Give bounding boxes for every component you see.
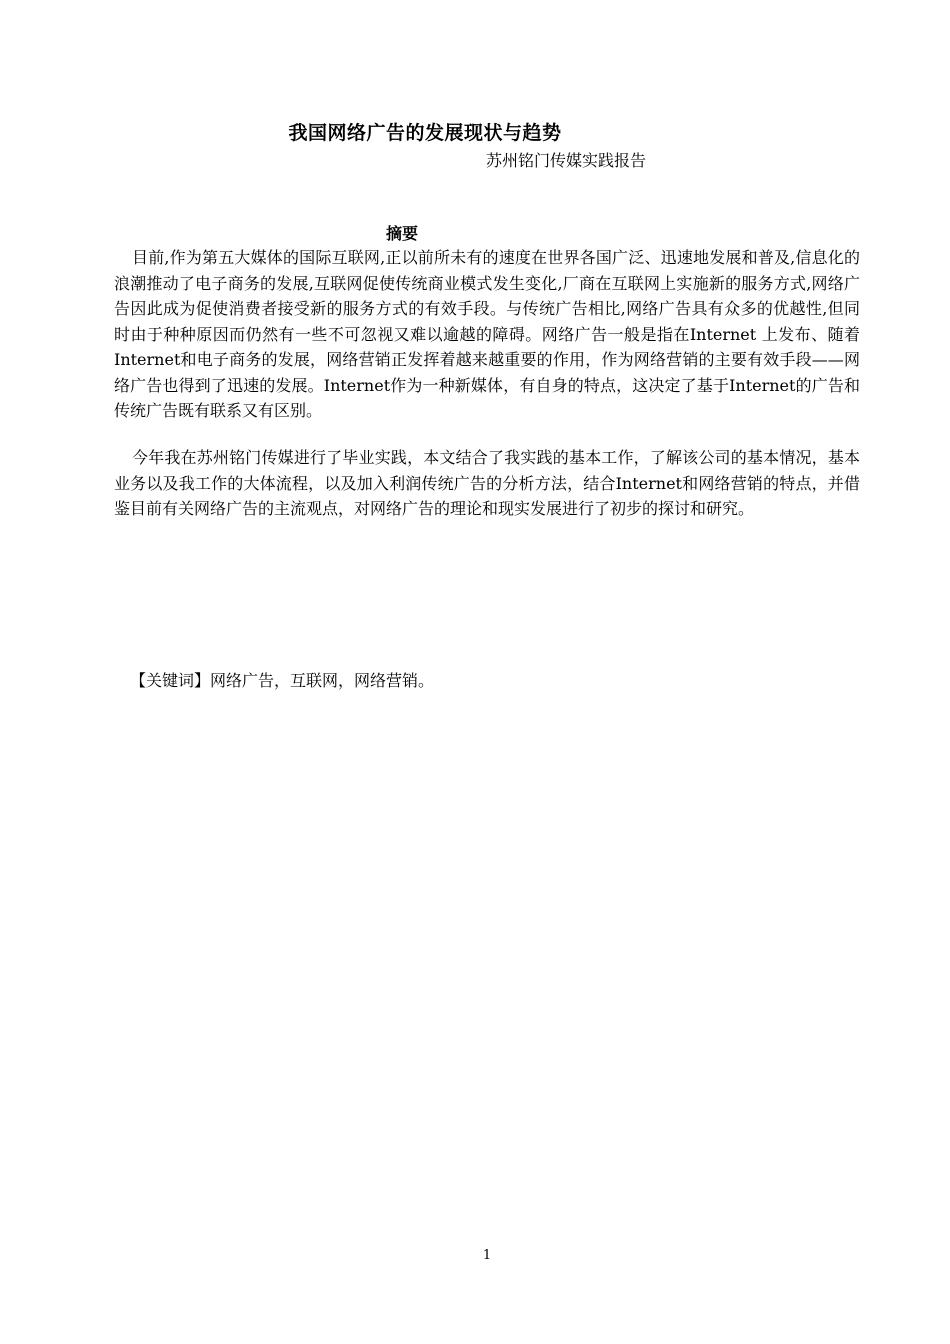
page-number: 1 (482, 1248, 492, 1263)
abstract-paragraph-2: 今年我在苏州铭门传媒进行了毕业实践，本文结合了我实践的基本工作，了解该公司的基本情况，基本业务以及我工作的大体流程，以及加入利润传统广告的分析方法，结合Internet和网络营销的特点，并借鉴目前有关网络广告的主流观点，对网络广告的理论和现实发展进行了初步的探讨和研究。 (114, 448, 860, 518)
document-subtitle: 苏州铭门传媒实践报告 (486, 151, 647, 170)
keywords-line: 【关键词】网络广告，互联网，网络营销。 (130, 671, 435, 690)
abstract-heading: 摘要 (385, 224, 418, 243)
document-title: 我国网络广告的发展现状与趋势 (288, 122, 562, 144)
abstract-paragraph-1: 目前,作为第五大媒体的国际互联网,正以前所未有的速度在世界各国广泛、迅速地发展和普及,信息化的浪潮推动了电子商务的发展,互联网促使传统商业模式发生变化,厂商在互联网上实施新的服务方式,网络广告因此成为促使消费者接受新的服务方式的有效手段。与传统广告相比,网络广告具有众多的优越性,但同时由于种种原因而仍然有一些不可忽视又难以逾越的障碍。网络广告一般是指在Internet 上发布、随着Internet和电子商务的发展，网络营销正发挥着越来越重要的作用，作为网络营销的主要有效手段——网络广告也得到了迅速的发展。Internet作为一种新媒体，有自身的特点，这决定了基于Internet的广告和传统广告既有联系又有区别。 (114, 248, 860, 420)
